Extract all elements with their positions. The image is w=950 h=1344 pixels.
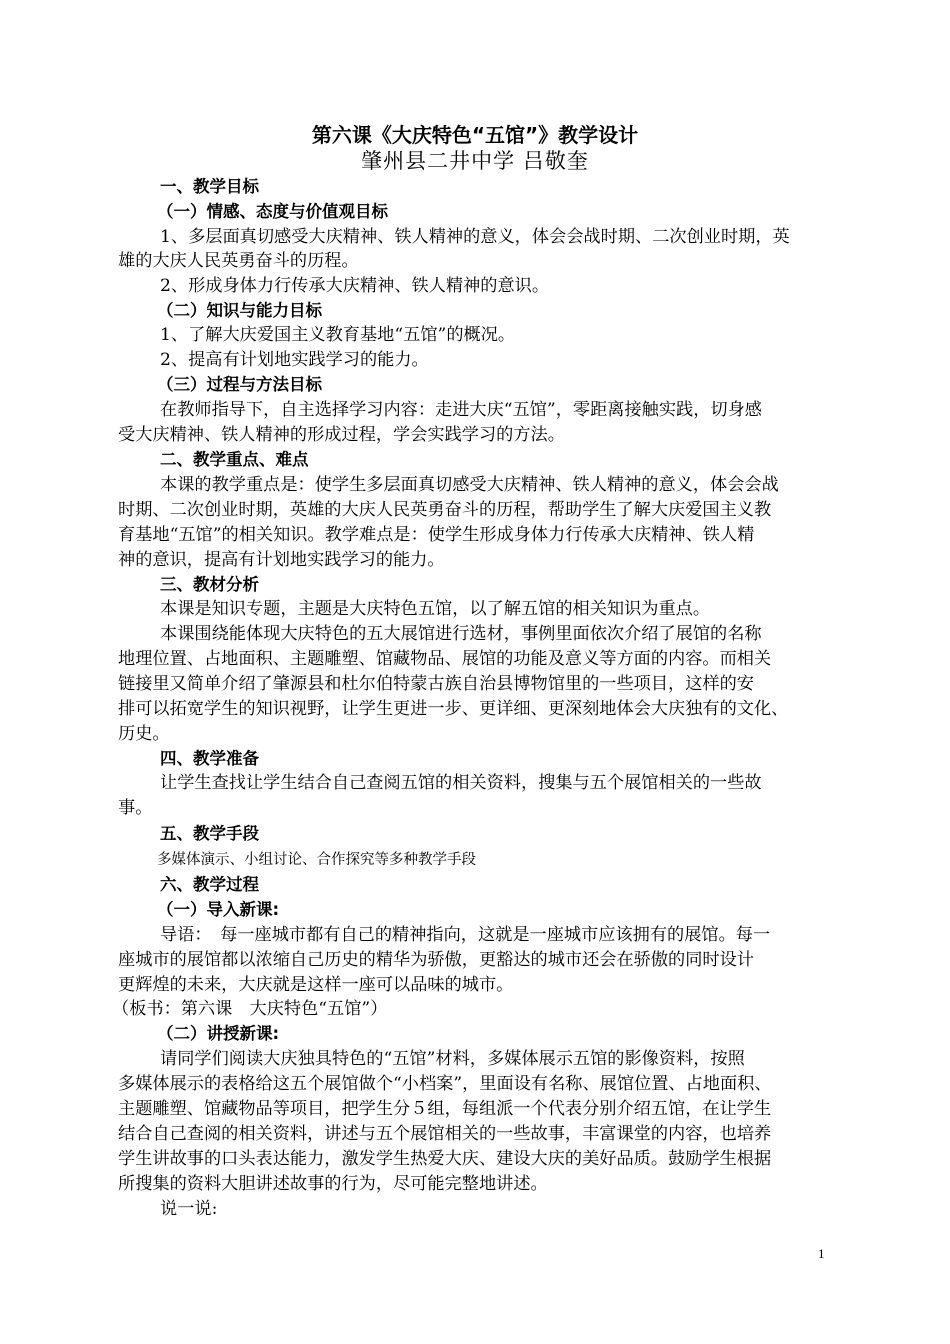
paragraph-line: 多媒体展示的表格给这五个展馆做个“小档案”，里面设有名称、展馆位置、占地面积、 — [118, 1074, 772, 1094]
paragraph-line: 多媒体演示、小组讨论、合作探究等多种教学手段 — [157, 852, 476, 868]
paragraph-line: 2、形成身体力行传承大庆精神、铁人精神的意识。 — [160, 276, 550, 296]
paragraph-line: 更辉煌的未来，大庆就是这样一座可以品味的城市。 — [118, 975, 514, 995]
board-note: （板书：第六课 大庆特色“五馆”） — [112, 999, 388, 1019]
paragraph-line: 导语： 每一座城市都有自己的精神指向，这就是一座城市应该拥有的展馆。每一 — [160, 925, 771, 945]
paragraph-line: 本课的教学重点是：使学生多层面真切感受大庆精神、铁人精神的意义，体会会战 — [160, 475, 779, 495]
paragraph-line: 学生讲故事的口头表达能力，激发学生热爱大庆、建设大庆的美好品质。鼓励学生根据 — [118, 1149, 772, 1169]
subheading: （三）过程与方法目标 — [157, 375, 322, 394]
paragraph-line: 神的意识，提高有计划地实践学习的能力。 — [118, 550, 445, 570]
heading-4: 四、教学准备 — [160, 749, 259, 768]
document-author: 肇州县二井中学 吕敬奎 — [361, 149, 589, 173]
paragraph-line: 育基地“五馆”的相关知识。教学难点是：使学生形成身体力行传承大庆精神、铁人精 — [118, 525, 755, 545]
paragraph-line: 链接里又简单介绍了肇源县和杜尔伯特蒙古族自治县博物馆里的一些项目，这样的安 — [118, 674, 754, 694]
subheading: （一）情感、态度与价值观目标 — [157, 202, 388, 221]
paragraph-line: 在教师指导下，自主选择学习内容：走进大庆“五馆”，零距离接触实践，切身感 — [160, 400, 762, 420]
heading-1: 一、教学目标 — [160, 177, 259, 196]
paragraph-line: 1、多层面真切感受大庆精神、铁人精神的意义，体会会战时期、二次创业时期，英 — [160, 227, 790, 247]
paragraph-line: 排可以拓宽学生的知识视野，让学生更进一步、更详细、更深刻地体会大庆独有的文化、 — [118, 699, 789, 719]
page-number: 1 — [818, 1246, 825, 1261]
paragraph-line: 事。 — [118, 798, 153, 818]
heading-2: 二、教学重点、难点 — [160, 450, 309, 469]
heading-3: 三、教材分析 — [160, 575, 259, 594]
paragraph-line: 雄的大庆人民英勇奋斗的历程。 — [118, 251, 359, 271]
paragraph-line: 2、提高有计划地实践学习的能力。 — [160, 350, 429, 370]
paragraph-line: 时期、二次创业时期，英雄的大庆人民英勇奋斗的历程，帮助学生了解大庆爱国主义教 — [118, 500, 772, 520]
paragraph-line: 历史。 — [118, 724, 170, 744]
paragraph-line: 结合自己查阅的相关资料，讲述与五个展馆相关的一些故事，丰富课堂的内容，也培养 — [118, 1124, 772, 1144]
paragraph-line: 地理位置、占地面积、主题雕塑、馆藏物品、展馆的功能及意义等方面的内容。而相关 — [118, 649, 772, 669]
paragraph-line: 主题雕塑、馆藏物品等项目，把学生分５组，每组派一个代表分别介绍五馆，在让学生 — [118, 1099, 772, 1119]
paragraph-line: 本课围绕能体现大庆特色的五大展馆进行选材，事例里面依次介绍了展馆的名称 — [160, 624, 762, 644]
subheading: （一）导入新课: — [157, 900, 280, 919]
subheading: （二）讲授新课: — [157, 1024, 280, 1043]
subheading: （二）知识与能力目标 — [157, 301, 322, 320]
paragraph-line: 让学生查找让学生结合自己查阅五馆的相关资料，搜集与五个展馆相关的一些故 — [160, 773, 762, 793]
paragraph-line: 所搜集的资料大胆讲述故事的行为，尽可能完整地讲述。 — [118, 1174, 548, 1194]
heading-5: 五、教学手段 — [160, 824, 259, 843]
paragraph-line: 受大庆精神、铁人精神的形成过程，学会实践学习的方法。 — [118, 425, 565, 445]
paragraph-line: 座城市的展馆都以浓缩自己历史的精华为骄傲，更豁达的城市还会在骄傲的同时设计 — [118, 950, 754, 970]
document-title: 第六课《大庆特色“五馆”》教学设计 — [311, 123, 639, 147]
heading-6: 六、教学过程 — [160, 875, 259, 894]
paragraph-line: 请同学们阅读大庆独具特色的“五馆”材料，多媒体展示五馆的影像资料，按照 — [160, 1049, 745, 1069]
paragraph-line: 说一说: — [160, 1199, 218, 1219]
paragraph-line: 1、了解大庆爱国主义教育基地“五馆”的概况。 — [160, 325, 516, 345]
paragraph-line: 本课是知识专题，主题是大庆特色五馆，以了解五馆的相关知识为重点。 — [160, 599, 711, 619]
